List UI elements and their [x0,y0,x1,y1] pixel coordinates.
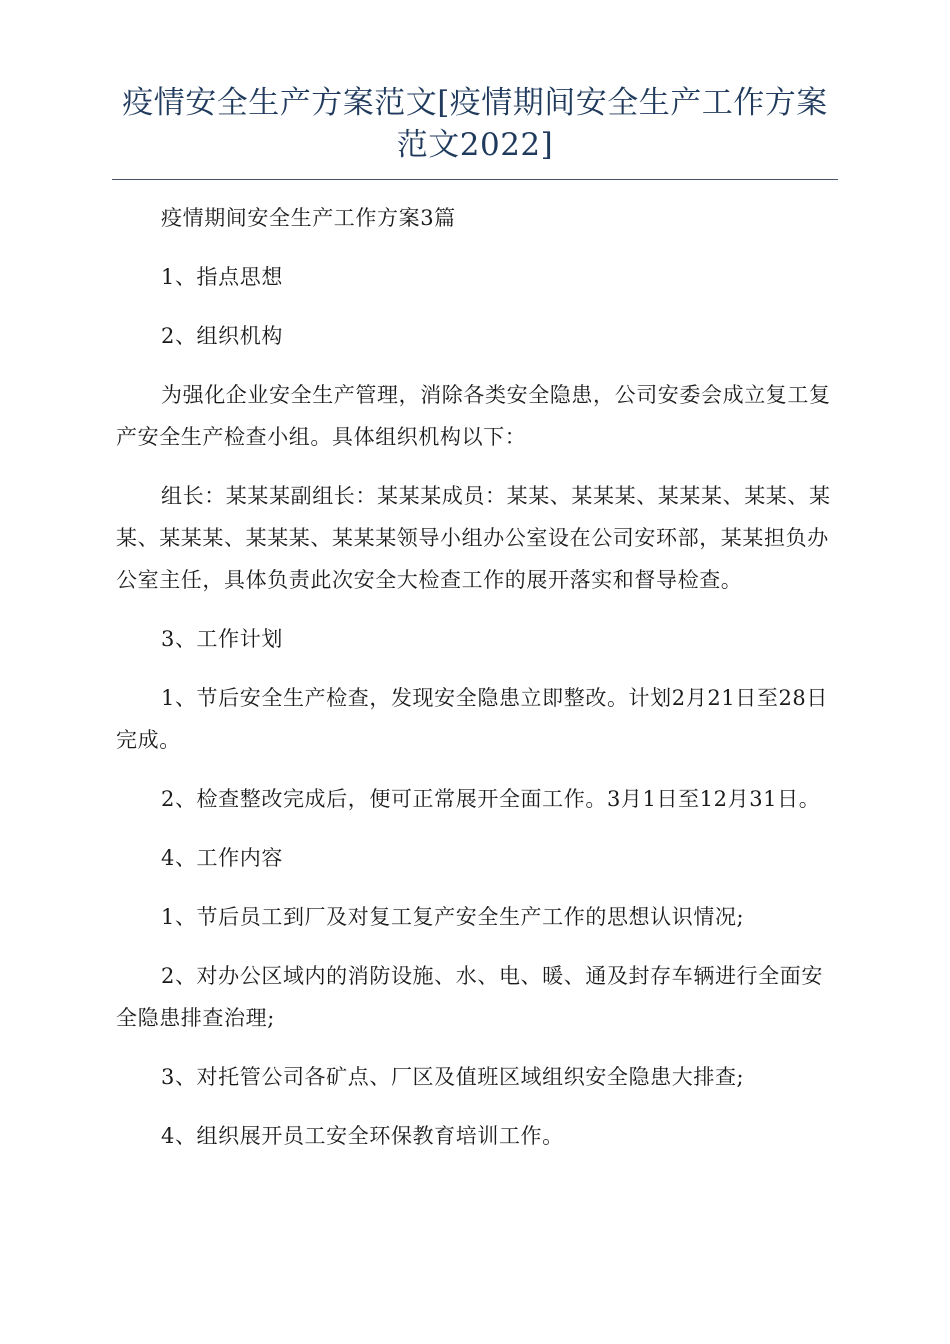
paragraph-content-4: 4、组织展开员工安全环保教育培训工作。 [161,1124,564,1148]
paragraph-section-4: 4、工作内容 [161,846,283,870]
document-title: 疫情安全生产方案范文[疫情期间安全生产工作方案范文2022] [122,85,828,163]
paragraph-content-1: 1、节后员工到厂及对复工复产安全生产工作的思想认识情况; [161,905,745,929]
paragraph-content-3: 3、对托管公司各矿点、厂区及值班区域组织安全隐患大排查; [161,1065,745,1089]
paragraph-plan-2: 2、检查整改完成后，便可正常展开全面工作。3月1日至12月31日。 [161,787,821,811]
paragraph-org-members: 组长：某某某副组长：某某某成员：某某、某某某、某某某、某某、某某、某某某、某某某、某某某领导小组办公室设在公司安环部，某某担负办公室主任，具体负责此次安全大检查工作的展开落实和督导检查。 [116,484,831,592]
paragraph-heading: 疫情期间安全生产工作方案3篇 [161,206,456,230]
paragraph-content-2: 2、对办公区域内的消防设施、水、电、暖、通及封存车辆进行全面安全隐患排查治理; [116,964,823,1030]
paragraph-section-3: 3、工作计划 [161,627,283,651]
paragraph-section-1: 1、指点思想 [161,265,283,289]
document-body [116,197,838,1174]
paragraph-section-2: 2、组织机构 [161,324,283,348]
paragraph-org-intro: 为强化企业安全生产管理，消除各类安全隐患，公司安委会成立复工复产安全生产检查小组。具体组织机构以下： [116,383,831,449]
paragraph-plan-1: 1、节后安全生产检查，发现安全隐患立即整改。计划2月21日至28日完成。 [116,686,828,752]
title-divider [112,179,838,180]
